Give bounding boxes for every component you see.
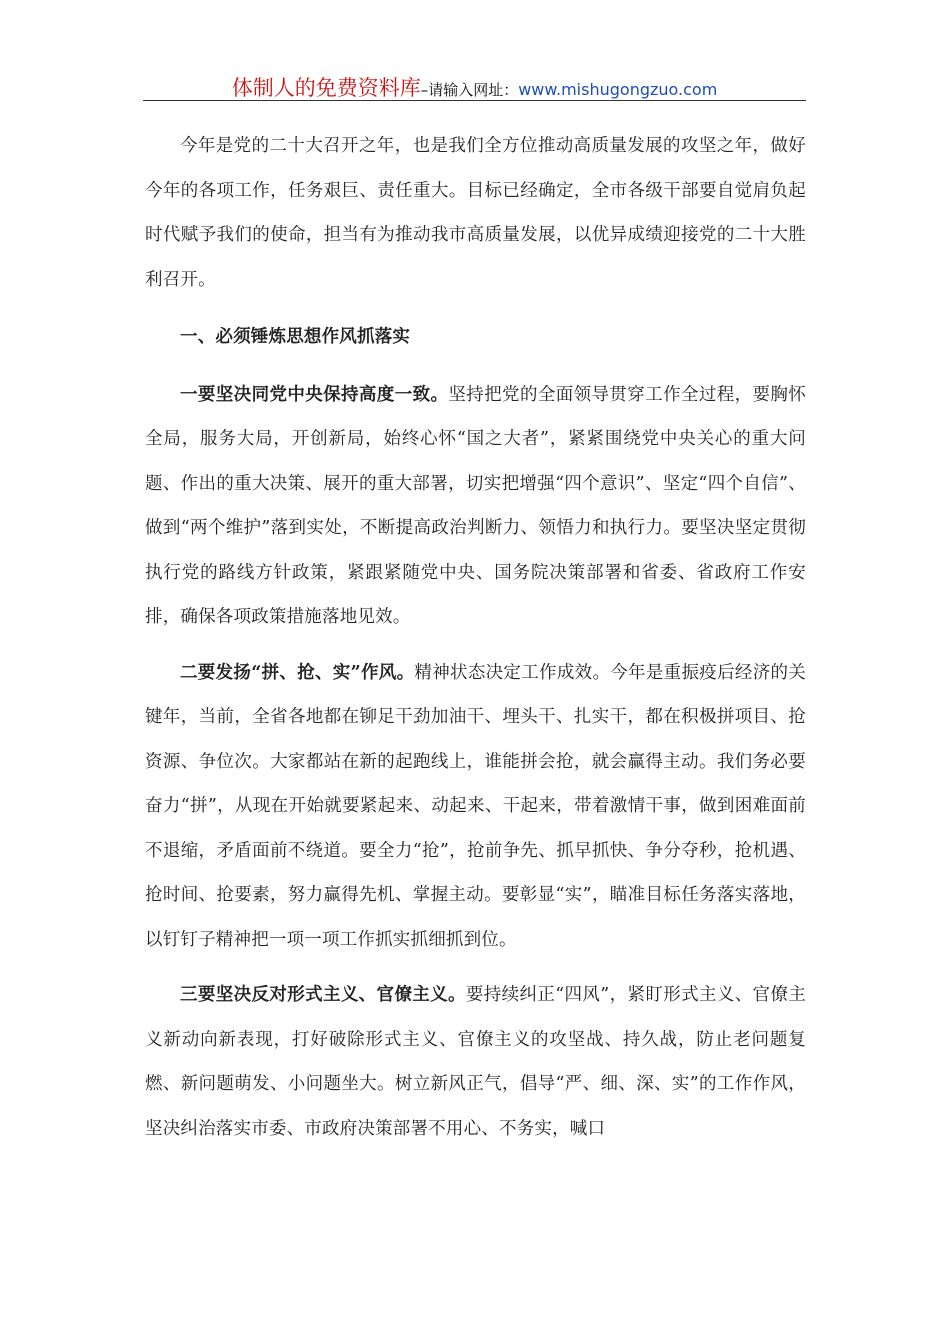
paragraph-text: 要持续纠正“四风”，紧盯形式主义、官僚主义新动向新表现，打好破除形式主义、官僚主义的攻坚战、持久战，防止老问题复燃、新问题萌发、小问题坐大。树立新风正气，倡导“严、细、深、实”的工作作风，坚决纠治落实市委、市政府决策部署不用心、不务实，喊口 [145, 985, 806, 1139]
paragraph-text: 今年是党的二十大召开之年，也是我们全方位推动高质量发展的攻坚之年，做好今年的各项工作，任务艰巨、责任重大。目标已经确定，全市各级干部要自觉肩负起时代赋予我们的使命，担当有为推动我市高质量发展，以优异成绩迎接党的二十大胜利召开。 [145, 136, 806, 290]
point-paragraph-2 [145, 651, 806, 963]
section-heading: 一、必须锤炼思想作风抓落实 [180, 327, 411, 347]
point-lead: 三要坚决反对形式主义、官僚主义。 [180, 985, 466, 1005]
intro-paragraph [145, 124, 806, 302]
point-paragraph-1 [145, 373, 806, 640]
paragraph-text: 坚持把党的全面领导贯穿工作全过程，要胸怀全局，服务大局，开创新局，始终心怀“国之大者”，紧紧围绕党中央关心的重大问题、作出的重大决策、展开的重大部署，切实把增强“四个意识”、坚定“四个自信”、做到“两个维护”落到实处，不断提高政治判断力、领悟力和执行力。要坚决坚定贯彻执行党的路线方针政策，紧跟紧随党中央、国务院决策部署和省委、省政府工作安排，确保各项政策措施落地见效。 [145, 384, 807, 627]
site-url-link[interactable]: www.mishugongzuo.com [518, 80, 718, 99]
url-prompt: –请输入网址： [420, 81, 519, 99]
point-paragraph-3 [145, 973, 806, 1151]
point-lead: 二要发扬“拼、抢、实”作风。 [180, 662, 415, 683]
paragraph-text: 精神状态决定工作成效。今年是重振疫后经济的关键年，当前，全省各地都在铆足干劲加油干、埋头干、扎实干，都在积极拼项目、抢资源、争位次。大家都站在新的起跑线上，谁能拼会抢，就会赢得主动。我们务必要奋力“拼”，从现在开始就要紧起来、动起来、干起来，带着激情干事，做到困难面前不退缩，矛盾面前不绕道。要全力“抢”，抢前争先、抓早抓快、争分夺秒，抢机遇、抢时间、抢要素，努力赢得先机、掌握主动。要彰显“实”，瞄准目标任务落实落地，以钉钉子精神把一项一项工作抓实抓细抓到位。 [145, 662, 806, 950]
page-header [143, 72, 806, 101]
document-body [145, 124, 806, 1162]
point-lead: 一要坚决同党中央保持高度一致。 [180, 384, 449, 405]
site-brand: 体制人的免费资料库 [231, 76, 421, 100]
